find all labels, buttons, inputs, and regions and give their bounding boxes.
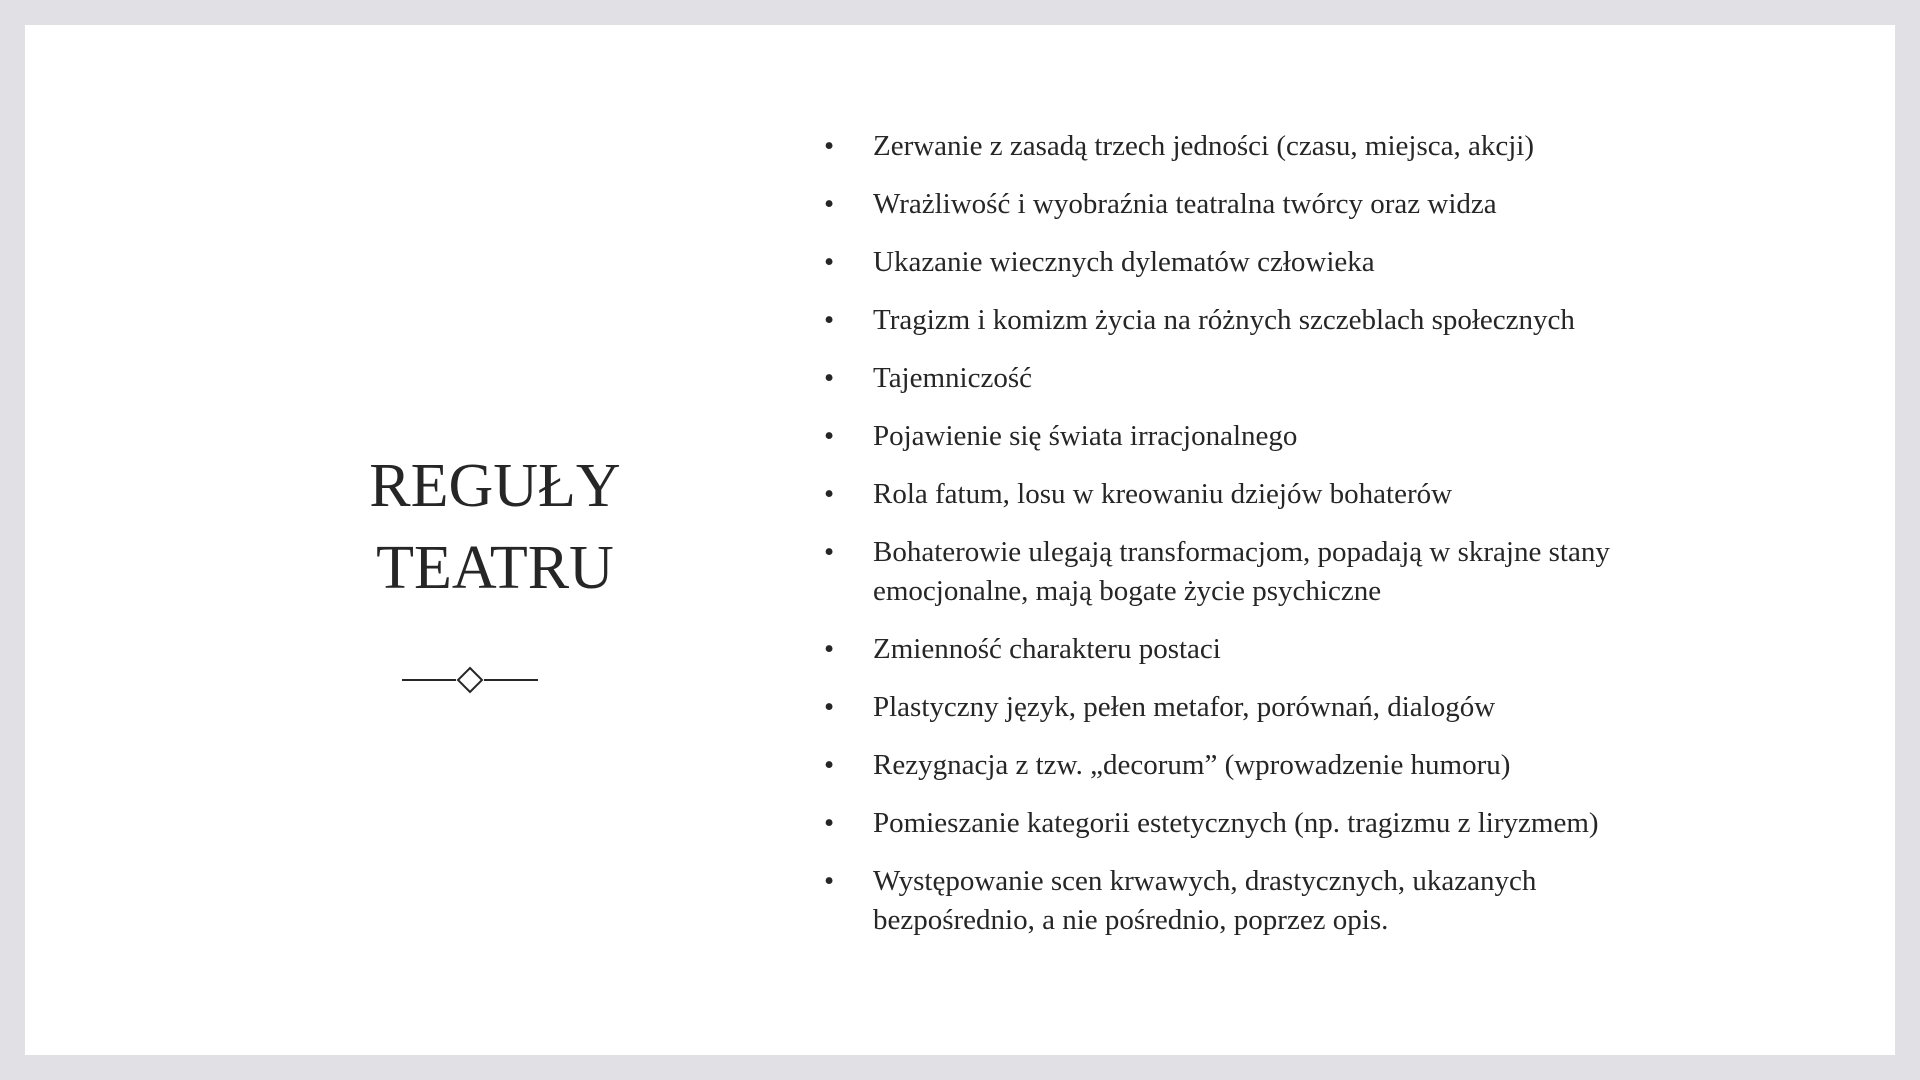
title-line-2: TEATRU [376, 534, 614, 602]
list-item [802, 185, 1702, 224]
title-line-1: REGUŁY [369, 452, 621, 520]
list-item-text: Pomieszanie kategorii estetycznych (np. tragizmu z liryzmem) [873, 807, 1599, 839]
bullet-icon: • [824, 807, 835, 839]
diamond-divider-icon [400, 665, 540, 695]
bullet-icon: • [824, 865, 835, 897]
bullet-icon: • [824, 749, 835, 781]
bullet-icon: • [824, 633, 835, 665]
slide [25, 25, 1895, 1055]
list-item-text: Tragizm i komizm życia na różnych szczeblach społecznych [873, 304, 1575, 336]
list-item [802, 533, 1702, 611]
list-item-text: Ukazanie wiecznych dylematów człowieka [873, 246, 1375, 278]
bullet-icon: • [824, 246, 835, 278]
list-item [802, 475, 1702, 514]
list-item [802, 804, 1702, 843]
list-item-text: Rezygnacja z tzw. „decorum” (wprowadzenie humoru) [873, 749, 1511, 781]
list-item-text: Plastyczny język, pełen metafor, porównań, dialogów [873, 691, 1496, 723]
list-item [802, 417, 1702, 456]
list-item [802, 243, 1702, 282]
bullet-icon: • [824, 304, 835, 336]
list-item-text: Rola fatum, losu w kreowaniu dziejów bohaterów [873, 478, 1453, 510]
list-item [802, 301, 1702, 340]
list-item [802, 746, 1702, 785]
list-item-text: Pojawienie się świata irracjonalnego [873, 420, 1298, 452]
bullet-icon: • [824, 188, 835, 220]
bullet-icon: • [824, 420, 835, 452]
list-item-text: Zmienność charakteru postaci [873, 633, 1221, 665]
list-item [802, 862, 1702, 940]
list-item-text: Zerwanie z zasadą trzech jedności (czasu, miejsca, akcji) [873, 130, 1534, 162]
list-item [802, 359, 1702, 398]
list-item [802, 630, 1702, 669]
list-item-text: Tajemniczość [873, 362, 1033, 394]
list-item-text: Wrażliwość i wyobraźnia teatralna twórcy oraz widza [873, 188, 1497, 220]
list-item-text: Bohaterowie ulegają transformacjom, popadają w skrajne stany emocjonalne, mają bogate życie psychiczne [873, 536, 1610, 607]
list-item [802, 127, 1702, 166]
bullet-icon: • [824, 362, 835, 394]
slide-title [305, 445, 685, 609]
rules-list [802, 127, 1702, 959]
list-item-text: Występowanie scen krwawych, drastycznych, ukazanych bezpośrednio, a nie pośrednio, poprzez opis. [873, 865, 1537, 936]
list-item [802, 688, 1702, 727]
bullet-icon: • [824, 691, 835, 723]
bullet-icon: • [824, 478, 835, 510]
bullet-icon: • [824, 536, 835, 568]
bullet-icon: • [824, 130, 835, 162]
